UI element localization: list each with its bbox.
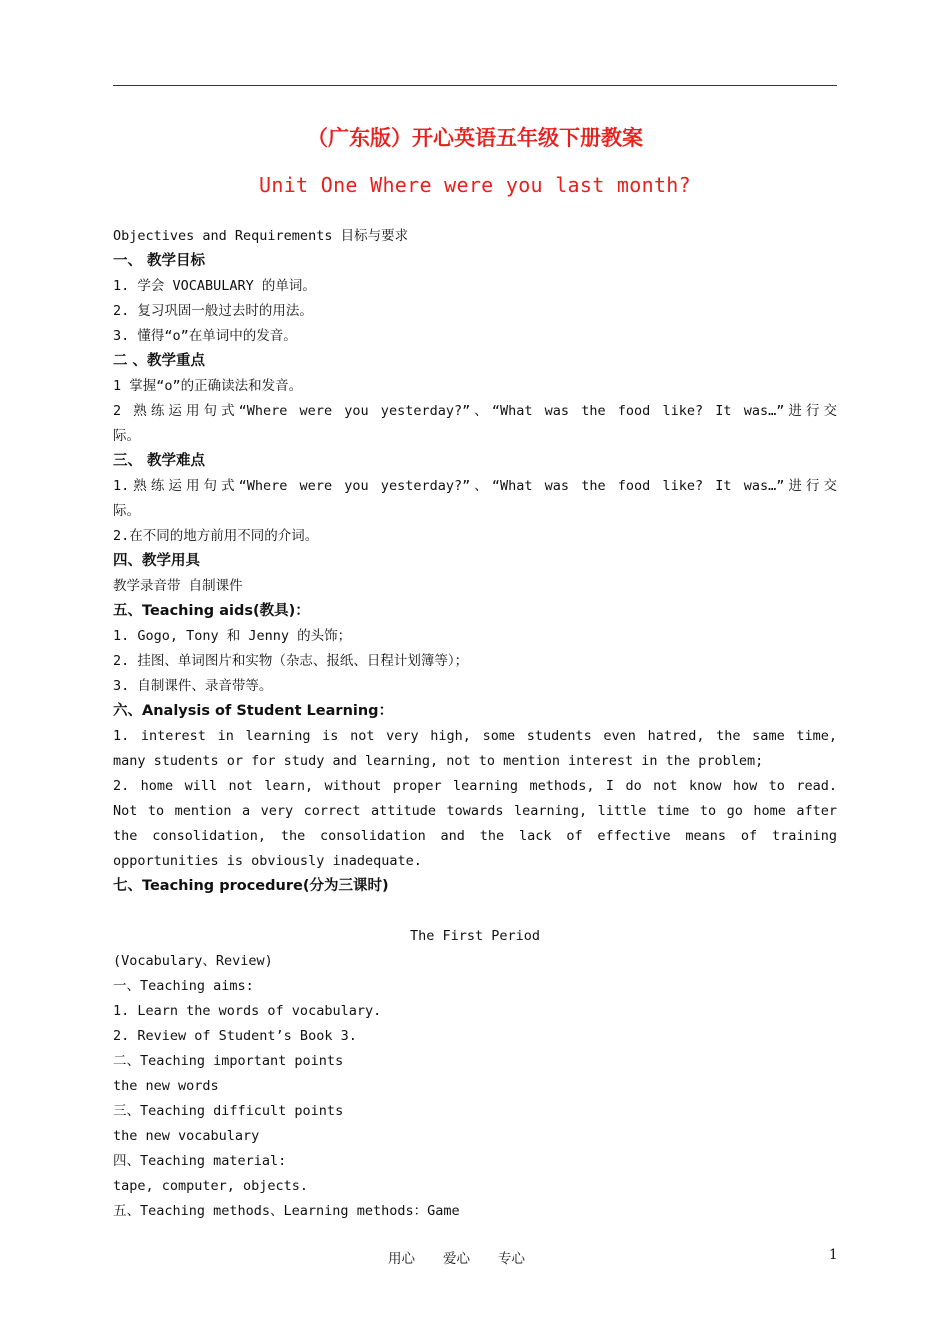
- text-line: 四、Teaching material:: [113, 1153, 287, 1169]
- section-heading: 七、Teaching procedure(分为三课时): [113, 878, 389, 894]
- text-line: opportunities is obviously inadequate.: [113, 853, 422, 869]
- text-line: 三、Teaching difficult points: [113, 1103, 344, 1119]
- text-line: many students or for study and learning, not to mention interest in the problem;: [113, 753, 764, 769]
- text-line: 3. 自制课件、录音带等。: [113, 678, 273, 694]
- text-line: 际。: [113, 428, 140, 444]
- text-line: the new words: [113, 1078, 219, 1094]
- text-line: 际。: [113, 503, 140, 519]
- text-line: tape, computer, objects.: [113, 1178, 309, 1194]
- text-line: Objectives and Requirements 目标与要求: [113, 228, 409, 244]
- text-line: 3. 懂得“o”在单词中的发音。: [113, 328, 297, 344]
- unit-title: Unit One Where were you last month?: [259, 173, 691, 197]
- text-line: (Vocabulary、Review): [113, 953, 273, 969]
- document-body: [113, 224, 837, 1224]
- section-heading: 二 、教学重点: [113, 353, 206, 369]
- text-line: 1. interest in learning is not very high, some students even hatred, the same time,: [113, 728, 837, 744]
- section-heading: 四、教学用具: [113, 553, 200, 569]
- footer-slogan-3: 专心: [498, 1251, 525, 1267]
- text-line: The First Period: [409, 928, 541, 944]
- text-line: 2 熟练运用句式“Where were you yesterday?”、“What was the food like? It was…”进行交: [113, 403, 837, 419]
- text-line: Not to mention a very correct attitude towards learning, little time to go home after: [113, 803, 837, 819]
- text-line: 1.熟练运用句式“Where were you yesterday?”、“What was the food like? It was…”进行交: [113, 478, 837, 494]
- section-heading: 一、 教学目标: [113, 253, 206, 269]
- section-heading: 五、Teaching aids(教具)：: [113, 603, 310, 619]
- footer-slogan-1: 用心: [388, 1251, 415, 1267]
- text-line: the consolidation, the consolidation and the lack of effective means of training: [113, 828, 837, 844]
- footer-slogan-2: 爱心: [443, 1251, 470, 1267]
- text-line: 1. Gogo, Tony 和 Jenny 的头饰；: [113, 628, 352, 644]
- page-number: 1: [829, 1247, 838, 1263]
- header-rule: [113, 85, 837, 86]
- text-line: 1 掌握“o”的正确读法和发音。: [113, 378, 303, 394]
- text-line: 1. Learn the words of vocabulary.: [113, 1003, 382, 1019]
- text-line: 教学录音带 自制课件: [113, 578, 243, 594]
- section-heading: 三、 教学难点: [113, 453, 206, 469]
- text-line: 一、Teaching aims:: [113, 978, 254, 994]
- document-title: （广东版）开心英语五年级下册教案: [307, 126, 643, 150]
- text-line: 2. 复习巩固一般过去时的用法。: [113, 303, 313, 319]
- text-line: 2. 挂图、单词图片和实物（杂志、报纸、日程计划簿等）；: [113, 653, 469, 669]
- text-line: 1. 学会 VOCABULARY 的单词。: [113, 278, 316, 294]
- section-heading: 六、Analysis of Student Learning：: [113, 703, 394, 719]
- text-line: 二、Teaching important points: [113, 1053, 344, 1069]
- text-line: the new vocabulary: [113, 1128, 260, 1144]
- blank-line: [113, 899, 837, 924]
- text-line: 2.在不同的地方前用不同的介词。: [113, 528, 319, 544]
- text-line: 五、Teaching methods、Learning methods：Game: [113, 1203, 460, 1219]
- text-line: 2. home will not learn, without proper learning methods, I do not know how to read.: [113, 778, 837, 794]
- footer-slogan: [388, 1247, 553, 1267]
- text-line: 2. Review of Student’s Book 3.: [113, 1028, 357, 1044]
